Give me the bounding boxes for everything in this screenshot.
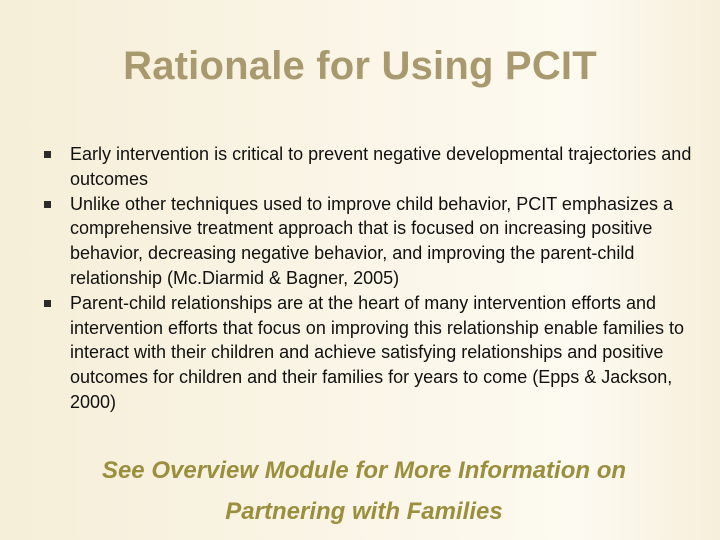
square-bullet-icon <box>44 151 51 158</box>
bullet-text: Parent-child relationships are at the heart of many intervention efforts and intervention efforts that focus on improving this relationship enable families to interact with their children and achieve satisfying relationships and positive outcomes for children and their families for years to come (Epps & Jackson, 2000) <box>70 292 685 412</box>
square-bullet-icon <box>44 201 51 208</box>
bullet-text: Early intervention is critical to prevent negative developmental trajectories and outcomes <box>70 144 692 189</box>
overview-module-note <box>0 450 720 532</box>
bullet-item-early-intervention <box>42 142 692 192</box>
overview-note-line-2: Partnering with Families <box>225 498 503 525</box>
overview-note-line-1: See Overview Module for More Information on <box>101 457 627 484</box>
bullet-item-pcit-approach <box>42 192 692 291</box>
bullet-item-parent-child-relationships <box>42 291 692 415</box>
square-bullet-icon <box>44 300 51 307</box>
bullet-text: Unlike other techniques used to improve child behavior, PCIT emphasizes a comprehensive treatment approach that is focused on increasing positive behavior, decreasing negative behavior, and improving the parent-child relationship (Mc.Diarmid & Bagner, 2005) <box>70 193 673 288</box>
slide-title: Rationale for Using PCIT <box>123 44 597 88</box>
bullet-list <box>42 142 692 415</box>
